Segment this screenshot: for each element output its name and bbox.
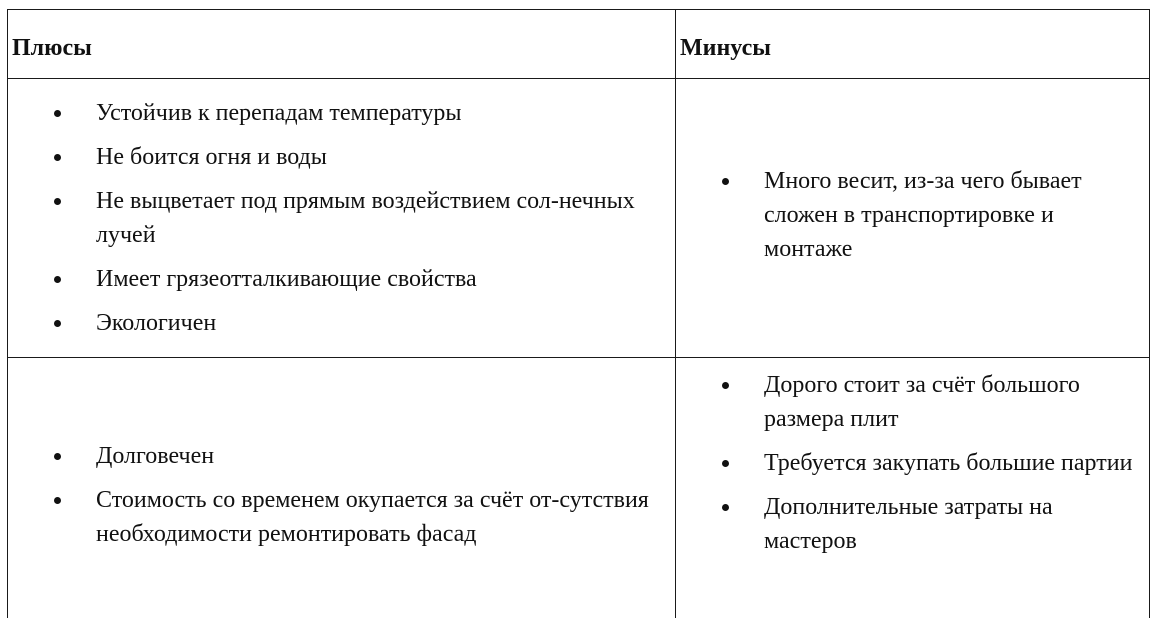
pros-list bbox=[8, 96, 675, 340]
list-item-text: Не выцветает под прямым воздействием сол-нечных лучей bbox=[96, 188, 635, 248]
list-item bbox=[8, 140, 675, 174]
list-item-text: Не боится огня и воды bbox=[96, 144, 327, 170]
bullet-icon bbox=[54, 276, 61, 283]
list-item-text: Долговечен bbox=[96, 443, 214, 469]
list-item bbox=[8, 96, 675, 130]
pros-cons-table bbox=[7, 9, 1150, 618]
list-item bbox=[676, 164, 1149, 266]
table-row bbox=[8, 79, 1150, 358]
list-item bbox=[676, 368, 1149, 436]
table-row bbox=[8, 358, 1150, 618]
cons-cell bbox=[676, 358, 1150, 618]
list-item bbox=[8, 306, 675, 340]
list-item bbox=[676, 446, 1149, 480]
bullet-icon bbox=[54, 198, 61, 205]
cons-cell bbox=[676, 79, 1150, 358]
bullet-icon bbox=[54, 110, 61, 117]
bullet-icon bbox=[722, 460, 729, 467]
list-item-text: Имеет грязеотталкивающие свойства bbox=[96, 266, 477, 292]
header-cons: Минусы bbox=[676, 10, 1150, 79]
list-item-text: Стоимость со временем окупается за счёт от-сутствия необходимости ремонтировать фасад bbox=[96, 487, 649, 547]
list-item bbox=[8, 184, 675, 252]
cons-list bbox=[676, 164, 1149, 266]
list-item-text: Экологичен bbox=[96, 310, 216, 336]
bullet-icon bbox=[54, 320, 61, 327]
list-item-text: Много весит, из-за чего бывает сложен в транспортировке и монтаже bbox=[764, 168, 1082, 262]
pros-cell bbox=[8, 79, 676, 358]
bullet-icon bbox=[54, 154, 61, 161]
bullet-icon bbox=[722, 382, 729, 389]
list-item bbox=[8, 483, 675, 551]
header-pros: Плюсы bbox=[8, 10, 676, 79]
list-item-text: Дорого стоит за счёт большого размера плит bbox=[764, 372, 1080, 432]
bullet-icon bbox=[722, 504, 729, 511]
pros-cell bbox=[8, 358, 676, 618]
list-item-text: Устойчив к перепадам температуры bbox=[96, 100, 462, 126]
list-item bbox=[8, 262, 675, 296]
list-item-text: Дополнительные затраты на мастеров bbox=[764, 494, 1053, 554]
list-item-text: Требуется закупать большие партии bbox=[764, 450, 1132, 476]
list-item bbox=[676, 490, 1149, 558]
cons-list bbox=[676, 368, 1149, 558]
bullet-icon bbox=[54, 453, 61, 460]
list-item bbox=[8, 439, 675, 473]
pros-list bbox=[8, 439, 675, 551]
bullet-icon bbox=[722, 178, 729, 185]
bullet-icon bbox=[54, 497, 61, 504]
table-header-row bbox=[8, 10, 1150, 79]
